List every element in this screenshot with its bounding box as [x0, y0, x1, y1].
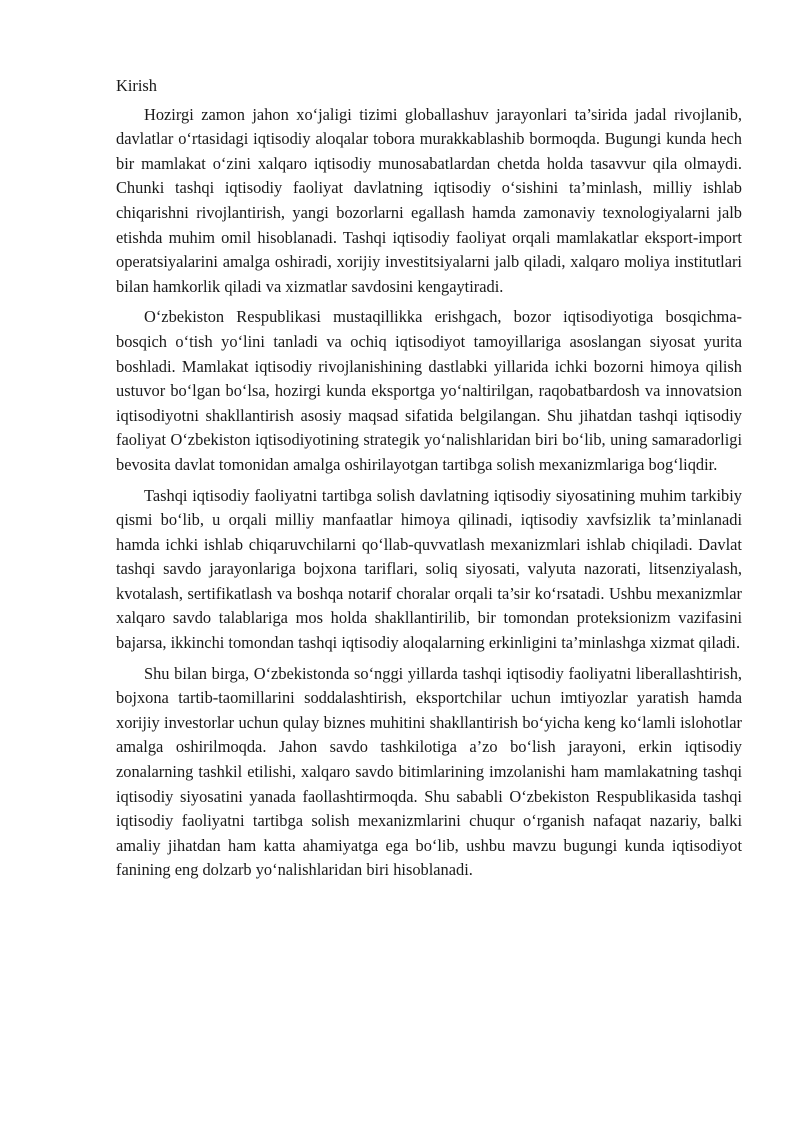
- document-page: [116, 74, 742, 889]
- paragraph-1: Hozirgi zamon jahon xo‘jaligi tizimi globallashuv jarayonlari ta’sirida jadal rivojlanib, davlatlar o‘rtasidagi iqtisodiy aloqalar tobora murakkablashib bormoqda. Bugungi kunda hech bir mamlakat o‘zini xalqaro iqtisodiy munosabatlardan chetda holda tasavvur qila olmaydi. Chunki tashqi iqtisodiy faoliyat davlatning iqtisodiy o‘sishini ta’minlash, milliy ishlab chiqarishni rivojlantirish, yangi bozorlarni egallash hamda zamonaviy texnologiyalarni jalb etishda muhim omil hisoblanadi. Tashqi iqtisodiy faoliyat orqali mamlakatlar eksport-import operatsiyalarini amalga oshiradi, xorijiy investitsiyalarni jalb qiladi, xalqaro moliya institutlari bilan hamkorlik qiladi va xizmatlar savdosini kengaytiradi.: [116, 104, 742, 296]
- paragraph-2: O‘zbekiston Respublikasi mustaqillikka erishgach, bozor iqtisodiyotiga bosqichma-bosqich o‘tish yo‘lini tanladi va ochiq iqtisodiyot tamoyillariga asoslangan siyosat yurita boshladi. Mamlakat iqtisodiy rivojlanishining dastlabki yillarida ichki bozorni himoya qilish ustuvor bo‘lgan bo‘lsa, hozirgi kunda eksportga yo‘naltirilgan, raqobatbardosh va innovatsion iqtisodiyotni shakllantirish asosiy maqsad sifatida belgilangan. Shu jihatdan tashqi iqtisodiy faoliyat O‘zbekiston iqtisodiyotining strategik yo‘nalishlaridan biri bo‘lib, uning samaradorligi bevosita davlat tomonidan amalga oshirilayotgan tartibga solish mexanizmlariga bog‘liqdir.: [116, 307, 742, 474]
- section-heading: Kirish: [116, 76, 157, 95]
- paragraph-4: Shu bilan birga, O‘zbekistonda so‘nggi yillarda tashqi iqtisodiy faoliyatni liberallashtirish, bojxona tartib-taomillarini soddalashtirish, eksportchilar uchun imtiyozlar yaratish hamda xorijiy investorlar uchun qulay biznes muhitini shakllantirish bo‘yicha keng ko‘lamli islohotlar amalga oshirilmoqda. Jahon savdo tashkilotiga a’zo bo‘lish jarayoni, erkin iqtisodiy zonalarning tashkil etilishi, xalqaro savdo bitimlarining imzolanishi ham mamlakatning tashqi iqtisodiy siyosatini yanada faollashtirmoqda. Shu sababli O‘zbekiston Respublikasida tashqi iqtisodiy faoliyatni tartibga solish mexanizmlarini chuqur o‘rganish nafaqat nazariy, balki amaliy jihatdan ham katta ahamiyatga ega bo‘lib, ushbu mavzu bugungi kunda iqtisodiyot fanining eng dolzarb yo‘nalishlaridan biri hisoblanadi.: [116, 663, 742, 880]
- paragraph-3: Tashqi iqtisodiy faoliyatni tartibga solish davlatning iqtisodiy siyosatining muhim tarkibiy qismi bo‘lib, u orqali milliy manfaatlar himoya qilinadi, iqtisodiy xavfsizlik ta’minlanadi hamda ichki ishlab chiqaruvchilarni qo‘llab-quvvatlash mexanizmlari ishlab chiqiladi. Davlat tashqi savdo jarayonlariga bojxona tariflari, soliq siyosati, valyuta nazorati, litsenziyalash, kvotalash, sertifikatlash va boshqa notarif choralar orqali ta’sir ko‘rsatadi. Ushbu mexanizmlar xalqaro savdo talablariga mos holda shakllantirilib, bir tomondan proteksionizm vazifasini bajarsa, ikkinchi tomondan tashqi iqtisodiy aloqalarning erkinligini ta’minlashga xizmat qiladi.: [116, 485, 742, 653]
